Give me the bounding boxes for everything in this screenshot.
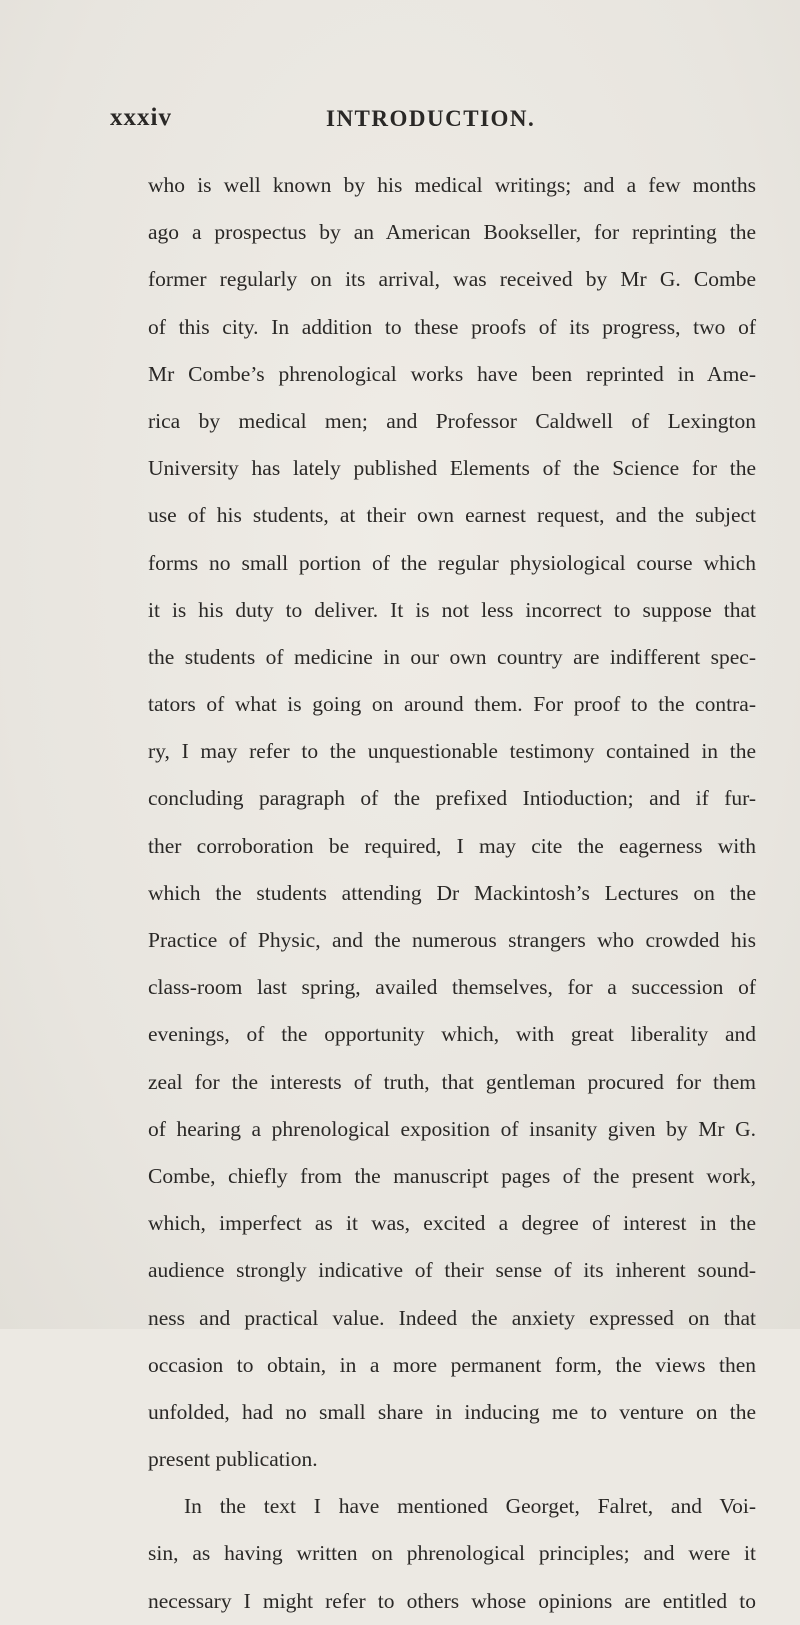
text-line: ago a prospectus by an American Bookseller, for reprinting the bbox=[148, 220, 756, 245]
paragraph-start-line: In the text I have mentioned Georget, Falret, and Voi- bbox=[184, 1494, 756, 1519]
text-line: necessary I might refer to others whose opinions are entitled to bbox=[148, 1588, 756, 1613]
text-line: Mr Combe’s phrenological works have been reprinted in Ame- bbox=[148, 361, 756, 386]
text-line: it is his duty to deliver. It is not less incorrect to suppose that bbox=[148, 597, 756, 622]
text-line: ness and practical value. Indeed the anxiety expressed on that bbox=[148, 1305, 756, 1330]
text-line: which the students attending Dr Mackintosh’s Lectures on the bbox=[148, 880, 756, 905]
text-line: of this city. In addition to these proofs of its progress, two of bbox=[148, 314, 756, 339]
text-line: Combe, chiefly from the manuscript pages of the present work, bbox=[148, 1163, 756, 1188]
text-line: tators of what is going on around them. For proof to the contra- bbox=[148, 692, 756, 717]
text-line: sin, as having written on phrenological principles; and were it bbox=[148, 1541, 756, 1566]
text-line: Practice of Physic, and the numerous strangers who crowded his bbox=[148, 928, 756, 952]
text-line: class-room last spring, availed themselves, for a succession of bbox=[148, 975, 756, 1000]
page-number: xxxiv bbox=[110, 104, 172, 131]
text-line: of hearing a phrenological exposition of insanity given by Mr G. bbox=[148, 1116, 756, 1141]
text-line: former regularly on its arrival, was received by Mr G. Combe bbox=[148, 267, 756, 292]
text-line: who is well known by his medical writings; and a few months bbox=[148, 173, 756, 197]
text-line: audience strongly indicative of their sense of its inherent sound- bbox=[148, 1258, 756, 1283]
text-line: zeal for the interests of truth, that gentleman procured for them bbox=[148, 1069, 756, 1094]
text-line: use of his students, at their own earnest request, and the subject bbox=[148, 503, 756, 528]
text-line: ry, I may refer to the unquestionable testimony contained in the bbox=[148, 739, 756, 764]
text-line: concluding paragraph of the prefixed Intioduction; and if fur- bbox=[148, 786, 756, 811]
text-line: evenings, of the opportunity which, with great liberality and bbox=[148, 1022, 756, 1047]
text-line: forms no small portion of the regular physiological course which bbox=[148, 550, 756, 575]
running-title: INTRODUCTION. bbox=[326, 106, 536, 131]
text-line: University has lately published Elements of the Science for the bbox=[148, 456, 756, 481]
text-line: rica by medical men; and Professor Caldwell of Lexington bbox=[148, 408, 756, 433]
text-line: the students of medicine in our own country are indifferent spec- bbox=[148, 644, 756, 669]
running-head bbox=[110, 104, 750, 144]
paragraph-end-line: present publication. bbox=[148, 1447, 318, 1472]
body-text bbox=[148, 162, 756, 1625]
text-line: occasion to obtain, in a more permanent form, the views then bbox=[148, 1352, 756, 1377]
text-line: ther corroboration be required, I may cite the eagerness with bbox=[148, 833, 756, 858]
text-line: unfolded, had no small share in inducing me to venture on the bbox=[148, 1399, 756, 1424]
text-line: which, imperfect as it was, excited a degree of interest in the bbox=[148, 1211, 756, 1236]
